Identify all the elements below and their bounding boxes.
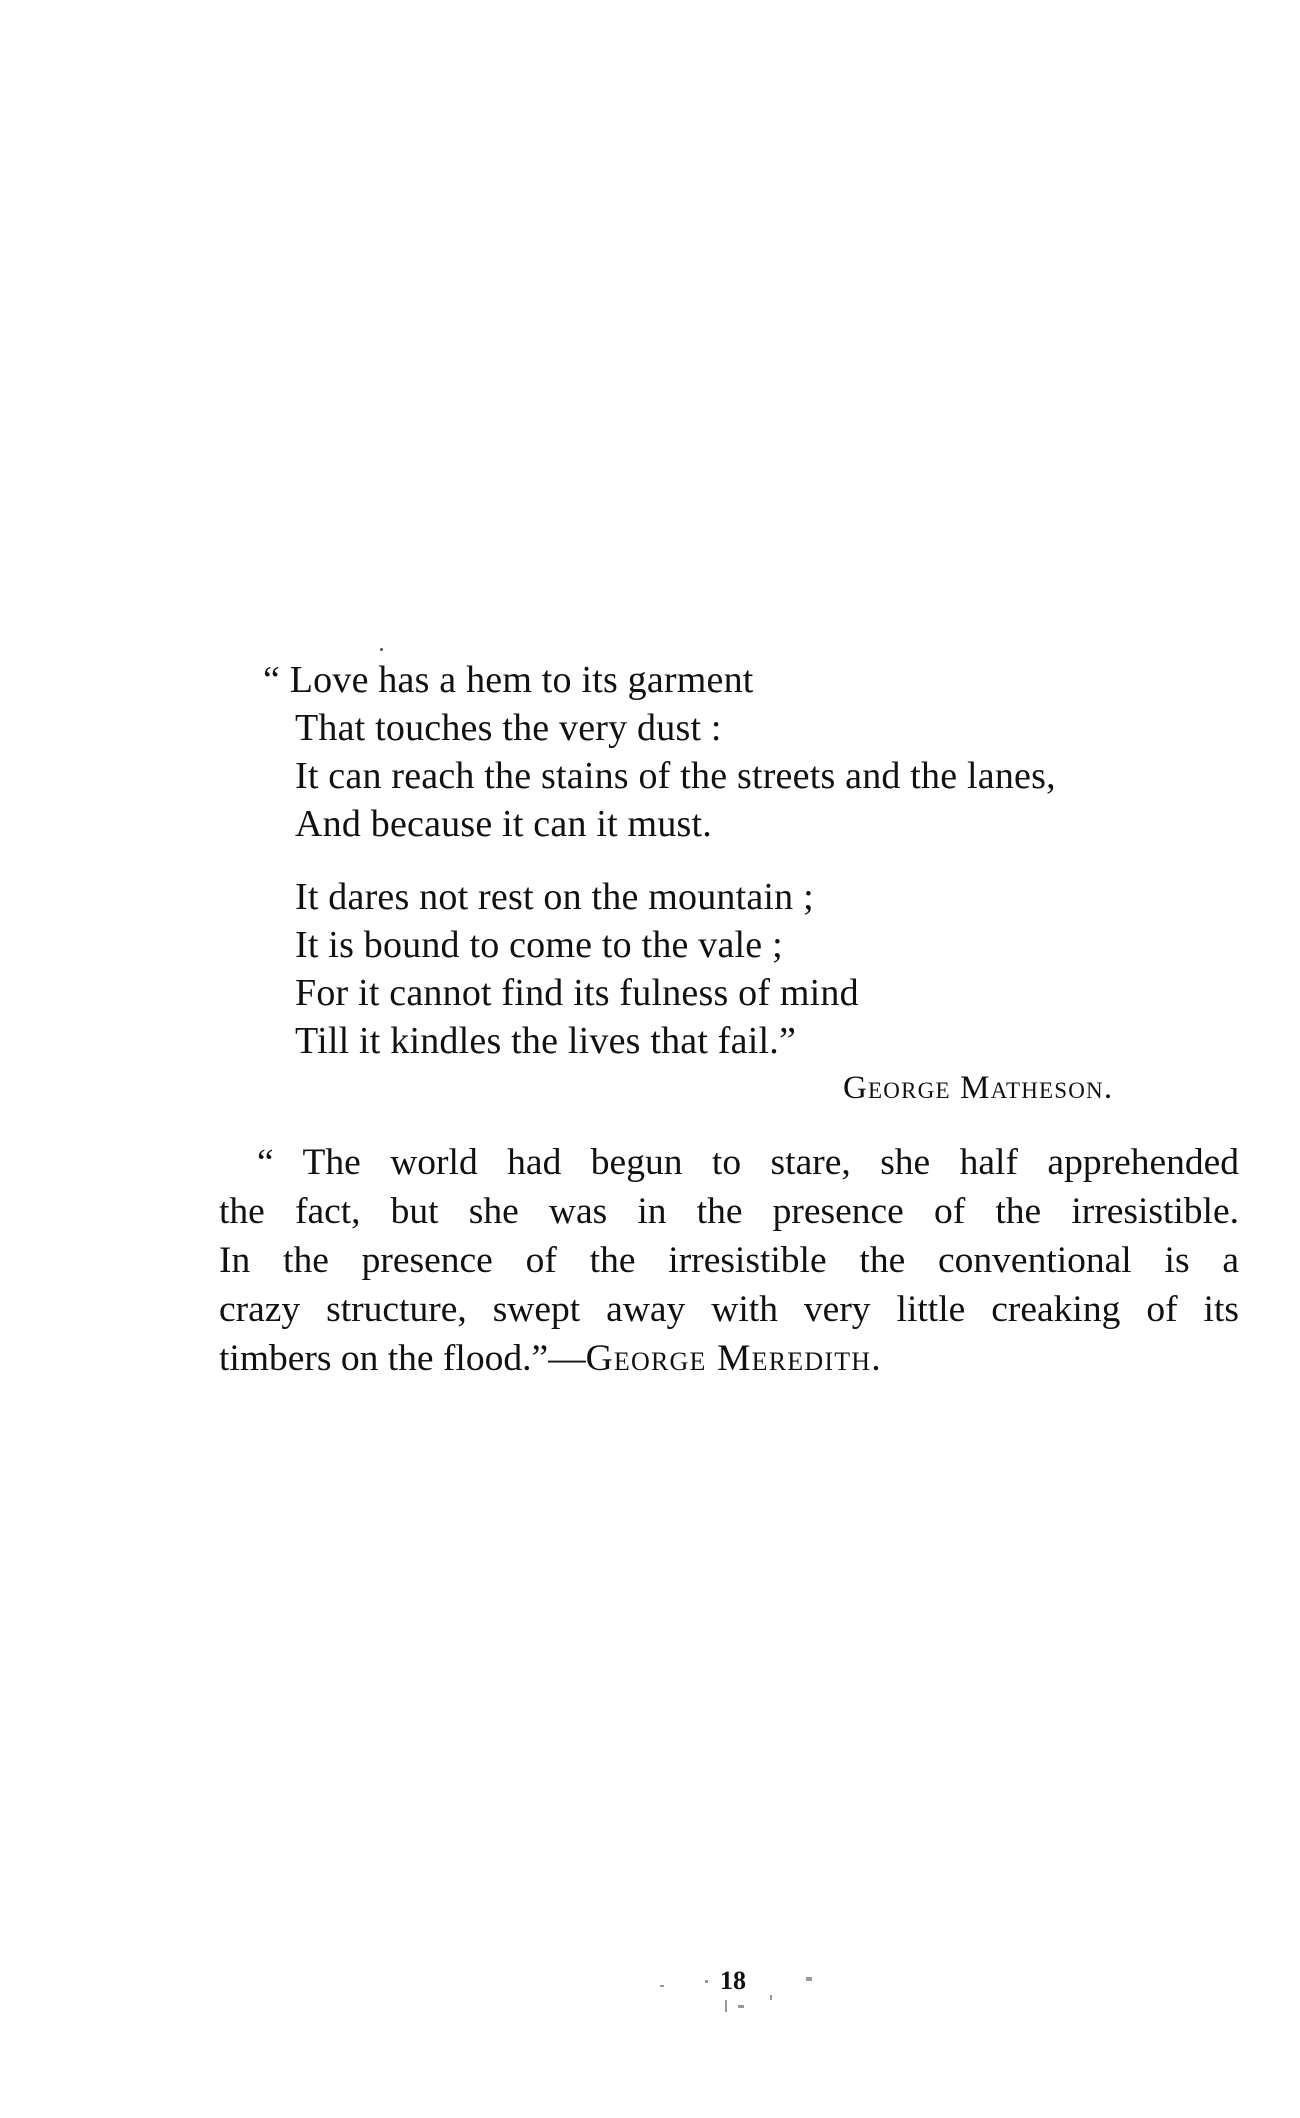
prose-line: the fact, but she was in the presence of the irresistible.	[219, 1191, 1239, 1232]
prose-line: “ The world had begun to stare, she half apprehended	[257, 1142, 1239, 1183]
poem-line: For it cannot find its fulness of mind	[295, 972, 859, 1014]
print-speck	[725, 2000, 727, 2012]
print-speck	[660, 1985, 664, 1987]
prose-quotation	[219, 1138, 1239, 1383]
prose-attribution: George Meredith.	[585, 1338, 882, 1379]
poem-line: It can reach the stains of the streets and the lanes,	[295, 755, 1056, 797]
print-speck	[770, 1995, 772, 2000]
prose-line	[219, 1334, 1239, 1383]
poem-line: It is bound to come to the vale ;	[295, 924, 783, 966]
poem-line: Till it kindles the lives that fail.”	[295, 1020, 797, 1062]
page-number: 18	[720, 1966, 746, 1995]
print-speck	[806, 1977, 812, 1981]
poem-line: “ Love has a hem to its garment	[263, 659, 754, 701]
prose-line: In the presence of the irresistible the conventional is a	[219, 1240, 1239, 1281]
print-speck	[705, 1980, 708, 1983]
poem-attribution: George Matheson.	[843, 1070, 1114, 1106]
poem-line: That touches the very dust :	[295, 707, 722, 749]
print-speck	[380, 648, 383, 651]
prose-line: crazy structure, swept away with very little creaking of its	[219, 1289, 1239, 1330]
poem-line: It dares not rest on the mountain ;	[295, 876, 814, 918]
prose-last-line-text: timbers on the flood.”—	[219, 1338, 586, 1379]
print-speck	[738, 2005, 744, 2008]
poem-line: And because it can it must.	[295, 803, 712, 845]
